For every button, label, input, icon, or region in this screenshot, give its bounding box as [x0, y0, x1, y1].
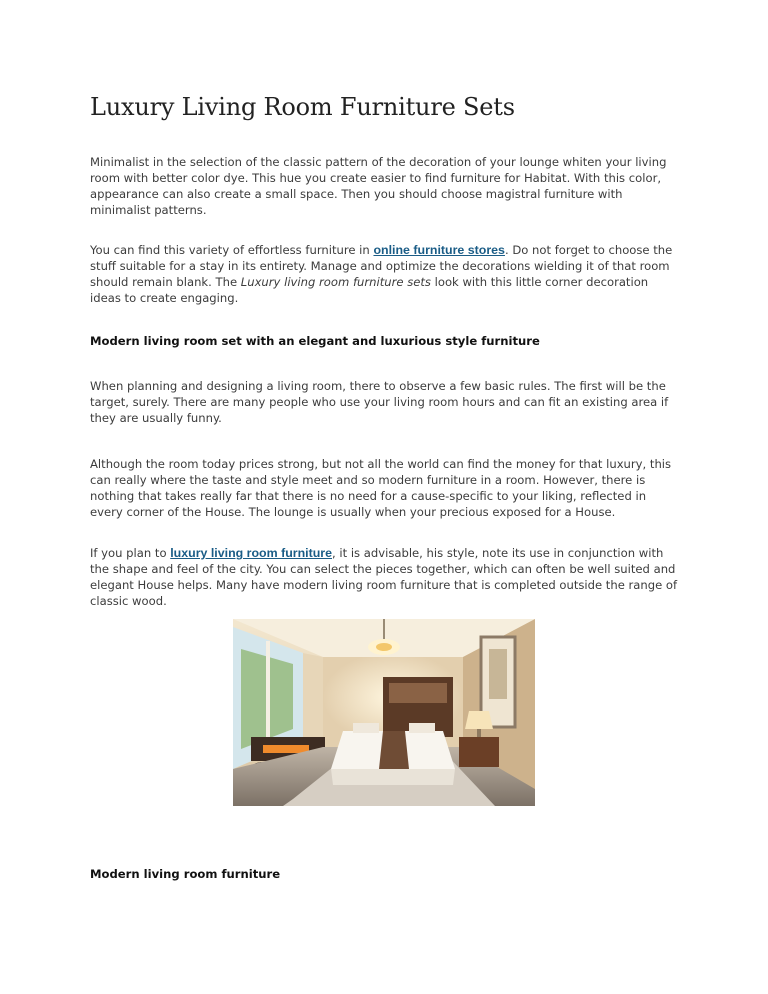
paragraph-stores-text-1: You can find this variety of effortless furniture in — [90, 243, 374, 257]
paragraph-planning-text: When planning and designing a living room, there to observe a few basic rules. The first will be the target, surely. There are many people who use your living room hours and can fit an existing area if they are usually funny. — [90, 379, 669, 425]
paragraph-stores — [90, 242, 680, 306]
paragraph-prices — [90, 456, 680, 520]
paragraph-intro-text: Minimalist in the selection of the classic pattern of the decoration of your lounge whiten your living room with better color dye. This hue you create easier to find furniture for Habitat. With this color, appearance can also create a small space. Then you should choose magistral furniture with minimalist patterns. — [90, 155, 667, 217]
lamp-shade — [465, 711, 493, 729]
italic-product-name: Luxury living room furniture sets — [240, 275, 431, 289]
nightstand — [459, 737, 499, 767]
paragraph-planning — [90, 378, 680, 426]
paragraph-stores-text-3: look with this little corner decoration ideas to create engaging. — [90, 275, 649, 305]
paragraph-plan-text-1: If you plan to — [90, 546, 171, 560]
headboard-art — [389, 683, 447, 703]
paragraph-intro — [90, 154, 680, 218]
paragraph-prices-text: Although the room today prices strong, but not all the world can find the money for that luxury, this can really where the taste and style meet and so modern furniture in a room. However, there is nothing that takes really far that there is no need for a cause-specific to your liking, reflected in every corner of the House. The lounge is usually when your precious exposed for a House. — [90, 457, 672, 519]
paragraph-plan-text-2: , it is advisable, his style, note its use in conjunction with the shape and feel of the city. You can select the pieces together, which can often be well suited and elegant House helps. Many have modern living room furniture that is completed outside the range of classic wood. — [90, 546, 678, 608]
fireplace-flame — [263, 745, 309, 753]
section-heading-modern-set: Modern living room set with an elegant and luxurious style furniture — [90, 334, 540, 348]
mirror-inner — [489, 649, 507, 699]
bed-base — [331, 769, 455, 785]
online-furniture-stores-link[interactable]: online furniture stores — [373, 243, 505, 257]
bedroom-illustration — [233, 619, 535, 806]
pillow-left — [353, 723, 379, 733]
section-heading-modern-furniture: Modern living room furniture — [90, 867, 281, 881]
bed-runner — [379, 731, 409, 769]
luxury-living-room-furniture-link[interactable]: luxury living room furniture — [170, 546, 332, 560]
chandelier-light — [376, 643, 392, 651]
lamp-stand — [477, 729, 481, 737]
page-title: Luxury Living Room Furniture Sets — [90, 93, 515, 121]
pillow-right — [409, 723, 435, 733]
paragraph-stores-text-2: . Do not forget to choose the stuff suitable for a stay in its entirety. Manage and optimize the decorations wielding it of that room should remain blank. The — [90, 243, 673, 289]
bedroom-photo — [233, 619, 535, 806]
paragraph-plan — [90, 545, 680, 609]
